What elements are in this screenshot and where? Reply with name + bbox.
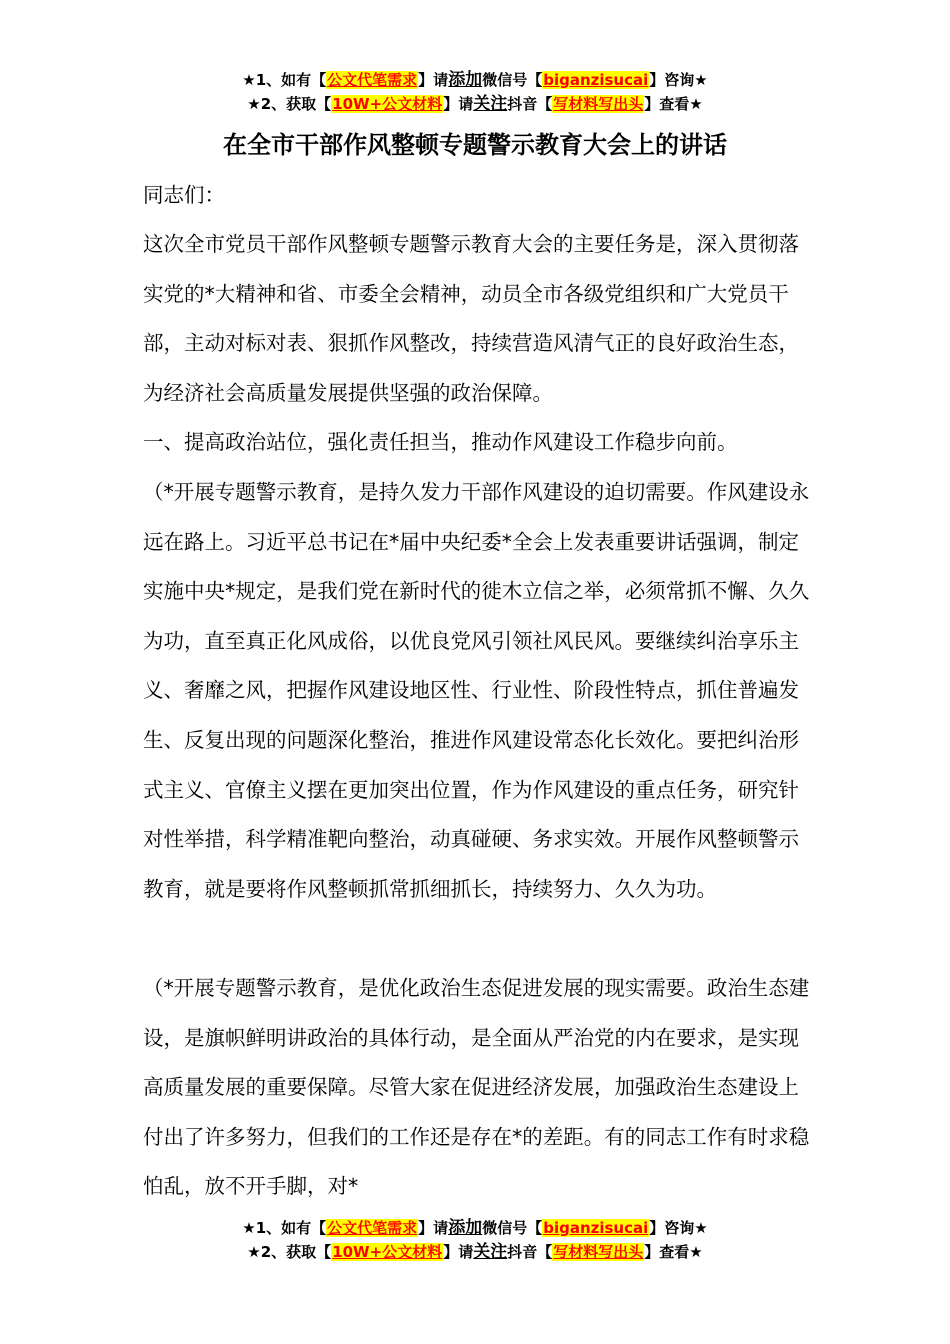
promo-line-2: ★2、获取【10W+公文材料】请关注抖音【写材料写出头】查看★: [247, 94, 703, 114]
promo-highlight-service: 公文代笔需求: [327, 1219, 418, 1237]
paragraph-intro: 这次全市党员干部作风整顿专题警示教育大会的主要任务是，深入贯彻落实党的*大精神和省、市委全会精神，动员全市各级党组织和广大党员干部，主动对标对表、狠抓作风整改，持续营造风清气正的良好政治生态，为经济社会高质量发展提供坚强的政治保障。: [143, 232, 799, 405]
top-promo-banner: [0, 68, 950, 116]
promo-line-2: ★2、获取【10W+公文材料】请关注抖音【写材料写出头】查看★: [247, 1242, 703, 1262]
promo-highlight-wechat-id: biganzisucai: [543, 71, 649, 89]
promo-highlight-douyin: 写材料写出头: [553, 1243, 644, 1261]
salutation: 同志们：: [143, 183, 225, 207]
document-title: 在全市干部作风整顿专题警示教育大会上的讲话: [223, 131, 727, 159]
promo-highlight-materials: 10W+公文材料: [332, 1243, 443, 1261]
promo-line-1: ★1、如有【公文代笔需求】请添加微信号【biganzisucai】咨询★: [242, 70, 708, 90]
promo-highlight-service: 公文代笔需求: [327, 71, 418, 89]
promo-line-1: ★1、如有【公文代笔需求】请添加微信号【biganzisucai】咨询★: [242, 1218, 708, 1238]
paragraph-work-style: （*开展专题警示教育，是持久发力干部作风建设的迫切需要。作风建设永远在路上。习近平总书记在*届中央纪委*全会上发表重要讲话强调，制定实施中央*规定，是我们党在新时代的徙木立信之举，必须常抓不懈、久久为功，直至真正化风成俗，以优良党风引领社风民风。要继续纠治享乐主义、奢靡之风，把握作风建设地区性、行业性、阶段性特点，抓住普遍发生、反复出现的问题深化整治，推进作风建设常态化长效化。要把纠治形式主义、官僚主义摆在更加突出位置，作为作风建设的重点任务，研究针对性举措，科学精准靶向整治，动真碰硬、务求实效。开展作风整顿警示教育，就是要将作风整顿抓常抓细抓长，持续努力、久久为功。: [143, 480, 810, 901]
section-heading-1: 一、提高政治站位，强化责任担当，推动作风建设工作稳步向前。: [143, 430, 738, 454]
paragraph-political-ecology: （*开展专题警示教育，是优化政治生态促进发展的现实需要。政治生态建设，是旗帜鲜明讲政治的具体行动，是全面从严治党的内在要求，是实现高质量发展的重要保障。尽管大家在促进经济发展，加强政治生态建设上付出了许多努力，但我们的工作还是存在*的差距。有的同志工作有时求稳怕乱，放不开手脚，对*: [143, 976, 810, 1199]
promo-highlight-douyin: 写材料写出头: [553, 95, 644, 113]
promo-highlight-materials: 10W+公文材料: [332, 95, 443, 113]
promo-highlight-wechat-id: biganzisucai: [543, 1219, 649, 1237]
bottom-promo-banner: [0, 1216, 950, 1264]
